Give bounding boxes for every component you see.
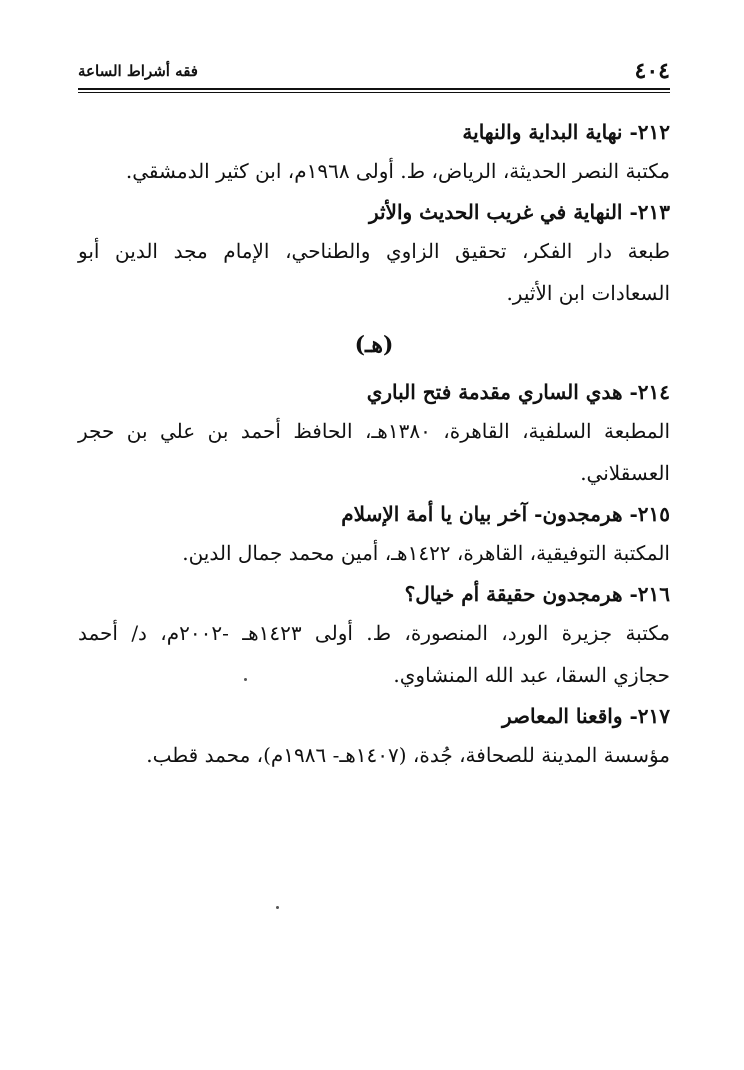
entry-details: المطبعة السلفية، القاهرة، ١٣٨٠هـ، الحافظ أحمد بن علي بن حجر العسقلاني. (78, 419, 670, 485)
entry-details: المكتبة التوفيقية، القاهرة، ١٤٢٢هـ، أمين محمد جمال الدين. (182, 541, 670, 565)
scan-speck (276, 906, 279, 909)
entry-details: مؤسسة المدينة للصحافة، جُدة، (١٤٠٧هـ- ١٩٨٦م)، محمد قطب. (146, 743, 670, 767)
entry-title: ٢١٧- واقعنا المعاصر (502, 704, 670, 728)
entry-215 (78, 496, 670, 574)
running-title: فقه أشراط الساعة (78, 62, 198, 80)
entry-title: ٢١٣- النهاية في غريب الحديث والأثر (368, 200, 670, 224)
entry-title: ٢١٥- هرمجدون- آخر بيان يا أمة الإسلام (341, 502, 670, 526)
entry-title: ٢١٦- هرمجدون حقيقة أم خيال؟ (404, 582, 670, 606)
header-rule-thin (78, 92, 670, 93)
entry-title: ٢١٢- نهاية البداية والنهاية (462, 120, 670, 144)
entry-214 (78, 374, 670, 494)
entry-title: ٢١٤- هدي الساري مقدمة فتح الباري (366, 380, 670, 404)
entry-217 (78, 698, 670, 776)
scan-speck (244, 678, 247, 681)
entry-213 (78, 194, 670, 314)
entry-212 (78, 114, 670, 192)
entry-details: مكتبة النصر الحديثة، الرياض، ط. أولى ١٩٦٨م، ابن كثير الدمشقي. (125, 159, 670, 183)
page-number: ٤٠٤ (634, 58, 670, 84)
bibliography-list (78, 114, 670, 778)
entry-details: مكتبة جزيرة الورد، المنصورة، ط. أولى ١٤٢٣هـ -٢٠٠٢م، د/ أحمد حجازي السقا، عبد الله المنشاوي. (78, 621, 670, 687)
header-rule-thick (78, 88, 670, 90)
entry-details: طبعة دار الفكر، تحقيق الزاوي والطناحي، الإمام مجد الدين أبو السعادات ابن الأثير. (78, 239, 671, 305)
entry-216 (78, 576, 670, 696)
page-header (78, 56, 670, 90)
section-heading-ha: (هـ) (354, 332, 394, 358)
